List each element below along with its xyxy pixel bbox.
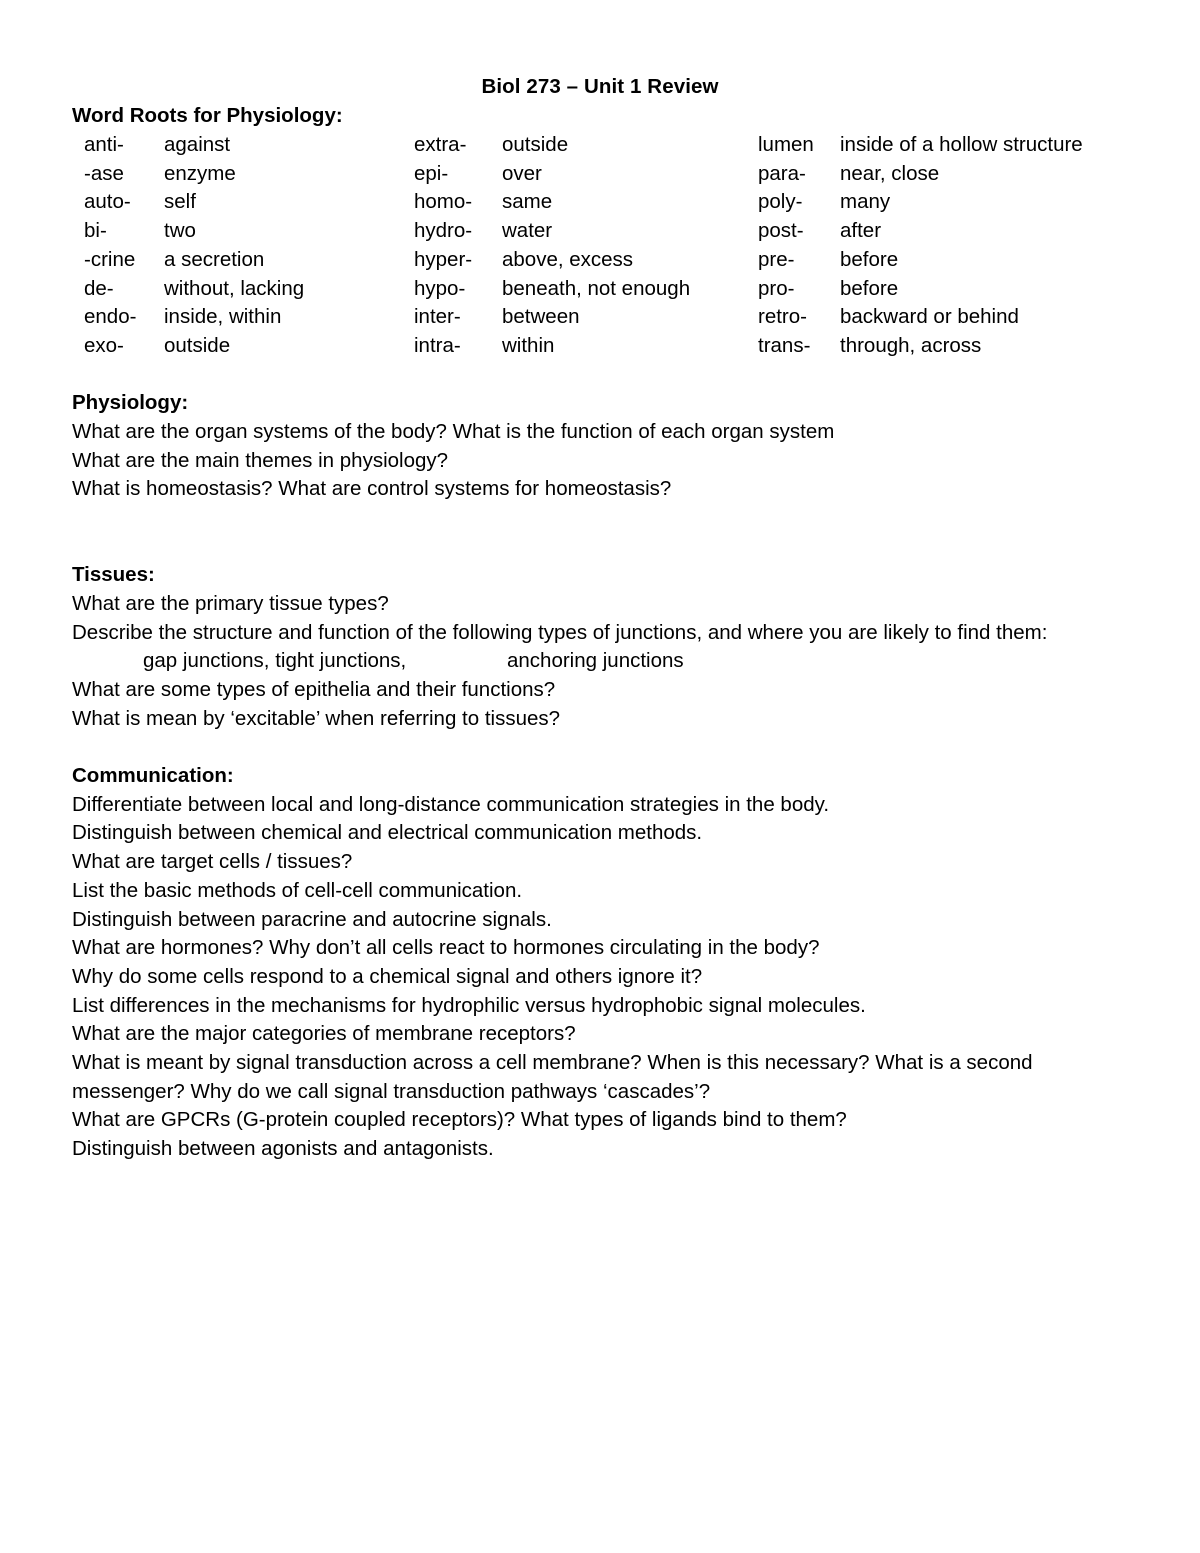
- tissues-heading: Tissues:: [72, 563, 155, 586]
- root-term: pre-: [758, 247, 795, 271]
- root-term: trans-: [758, 333, 811, 357]
- root-meaning: many: [840, 190, 891, 214]
- root-meaning: before: [840, 247, 899, 271]
- root-meaning: inside of a hollow structure: [840, 133, 1083, 156]
- word-roots-heading: Word Roots for Physiology:: [72, 104, 343, 127]
- root-term: retro-: [758, 305, 807, 329]
- junction-types-b: anchoring junctions: [507, 649, 684, 673]
- root-term: inter-: [414, 305, 461, 329]
- tissues-question: What are the primary tissue types?: [72, 592, 389, 615]
- communication-question: What is meant by signal transduction across a cell membrane? When is this necessary? What is a second: [72, 1051, 1033, 1074]
- root-meaning: water: [502, 219, 553, 243]
- root-term: poly-: [758, 190, 803, 214]
- root-meaning: a secretion: [164, 247, 265, 271]
- root-meaning: outside: [164, 333, 231, 357]
- root-term: hydro-: [414, 219, 473, 243]
- root-term: hyper-: [414, 247, 473, 271]
- root-meaning: after: [840, 219, 882, 243]
- tissues-question: Describe the structure and function of the following types of junctions, and where you are likely to find them:: [72, 620, 1048, 644]
- root-term: hypo-: [414, 276, 466, 300]
- document-title: Biol 273 – Unit 1 Review: [481, 75, 719, 98]
- root-term: bi-: [84, 219, 107, 243]
- communication-question: Distinguish between paracrine and autocrine signals.: [72, 907, 552, 931]
- root-term: para-: [758, 161, 806, 185]
- root-term: -crine: [84, 247, 136, 271]
- communication-question: List differences in the mechanisms for hydrophilic versus hydrophobic signal molecules.: [72, 993, 866, 1017]
- root-term: endo-: [84, 305, 137, 329]
- root-term: exo-: [84, 333, 124, 357]
- communication-question: What are the major categories of membrane receptors?: [72, 1022, 576, 1046]
- root-meaning: enzyme: [164, 161, 236, 185]
- tissues-question: What is mean by ‘excitable’ when referring to tissues?: [72, 706, 561, 730]
- root-meaning: within: [502, 333, 555, 357]
- root-term: auto-: [84, 190, 131, 214]
- root-term: lumen: [758, 133, 814, 156]
- communication-question: What are hormones? Why don’t all cells react to hormones circulating in the body?: [72, 936, 820, 960]
- communication-question: messenger? Why do we call signal transduction pathways ‘cascades’?: [72, 1079, 711, 1103]
- junction-types-line: [143, 647, 684, 676]
- root-meaning: self: [164, 190, 196, 214]
- root-meaning: inside, within: [164, 305, 282, 329]
- physiology-question: What are the main themes in physiology?: [72, 448, 449, 472]
- physiology-question: What is homeostasis? What are control systems for homeostasis?: [72, 477, 672, 501]
- root-meaning: two: [164, 219, 196, 243]
- root-term: post-: [758, 219, 804, 243]
- root-meaning: before: [840, 276, 899, 300]
- physiology-question: What are the organ systems of the body? What is the function of each organ system: [72, 420, 835, 443]
- root-term: homo-: [414, 190, 473, 214]
- root-meaning: near, close: [840, 161, 940, 185]
- root-meaning: without, lacking: [164, 276, 305, 300]
- root-meaning: between: [502, 305, 580, 329]
- root-meaning: against: [164, 133, 231, 156]
- root-term: epi-: [414, 161, 449, 185]
- tissues-question: What are some types of epithelia and their functions?: [72, 678, 556, 702]
- communication-question: Distinguish between agonists and antagonists.: [72, 1137, 494, 1161]
- communication-question: List the basic methods of cell-cell communication.: [72, 878, 523, 902]
- root-term: anti-: [84, 133, 124, 156]
- communication-question: Why do some cells respond to a chemical signal and others ignore it?: [72, 964, 703, 988]
- root-meaning: above, excess: [502, 247, 634, 271]
- root-meaning: same: [502, 190, 553, 214]
- junction-types-a: gap junctions, tight junctions,: [143, 649, 407, 673]
- root-term: pro-: [758, 276, 795, 300]
- physiology-heading: Physiology:: [72, 391, 189, 414]
- root-term: de-: [84, 276, 114, 300]
- communication-question: Distinguish between chemical and electrical communication methods.: [72, 821, 703, 845]
- root-meaning: backward or behind: [840, 305, 1019, 329]
- communication-heading: Communication:: [72, 764, 234, 787]
- communication-question: What are GPCRs (G-protein coupled receptors)? What types of ligands bind to them?: [72, 1108, 847, 1132]
- communication-question: Differentiate between local and long-distance communication strategies in the body.: [72, 792, 830, 816]
- root-term: -ase: [84, 161, 124, 185]
- root-meaning: beneath, not enough: [502, 276, 691, 300]
- root-meaning: outside: [502, 133, 569, 156]
- root-term: extra-: [414, 133, 467, 156]
- root-term: intra-: [414, 333, 461, 357]
- communication-question: What are target cells / tissues?: [72, 850, 353, 874]
- root-meaning: through, across: [840, 333, 982, 357]
- root-meaning: over: [502, 161, 542, 185]
